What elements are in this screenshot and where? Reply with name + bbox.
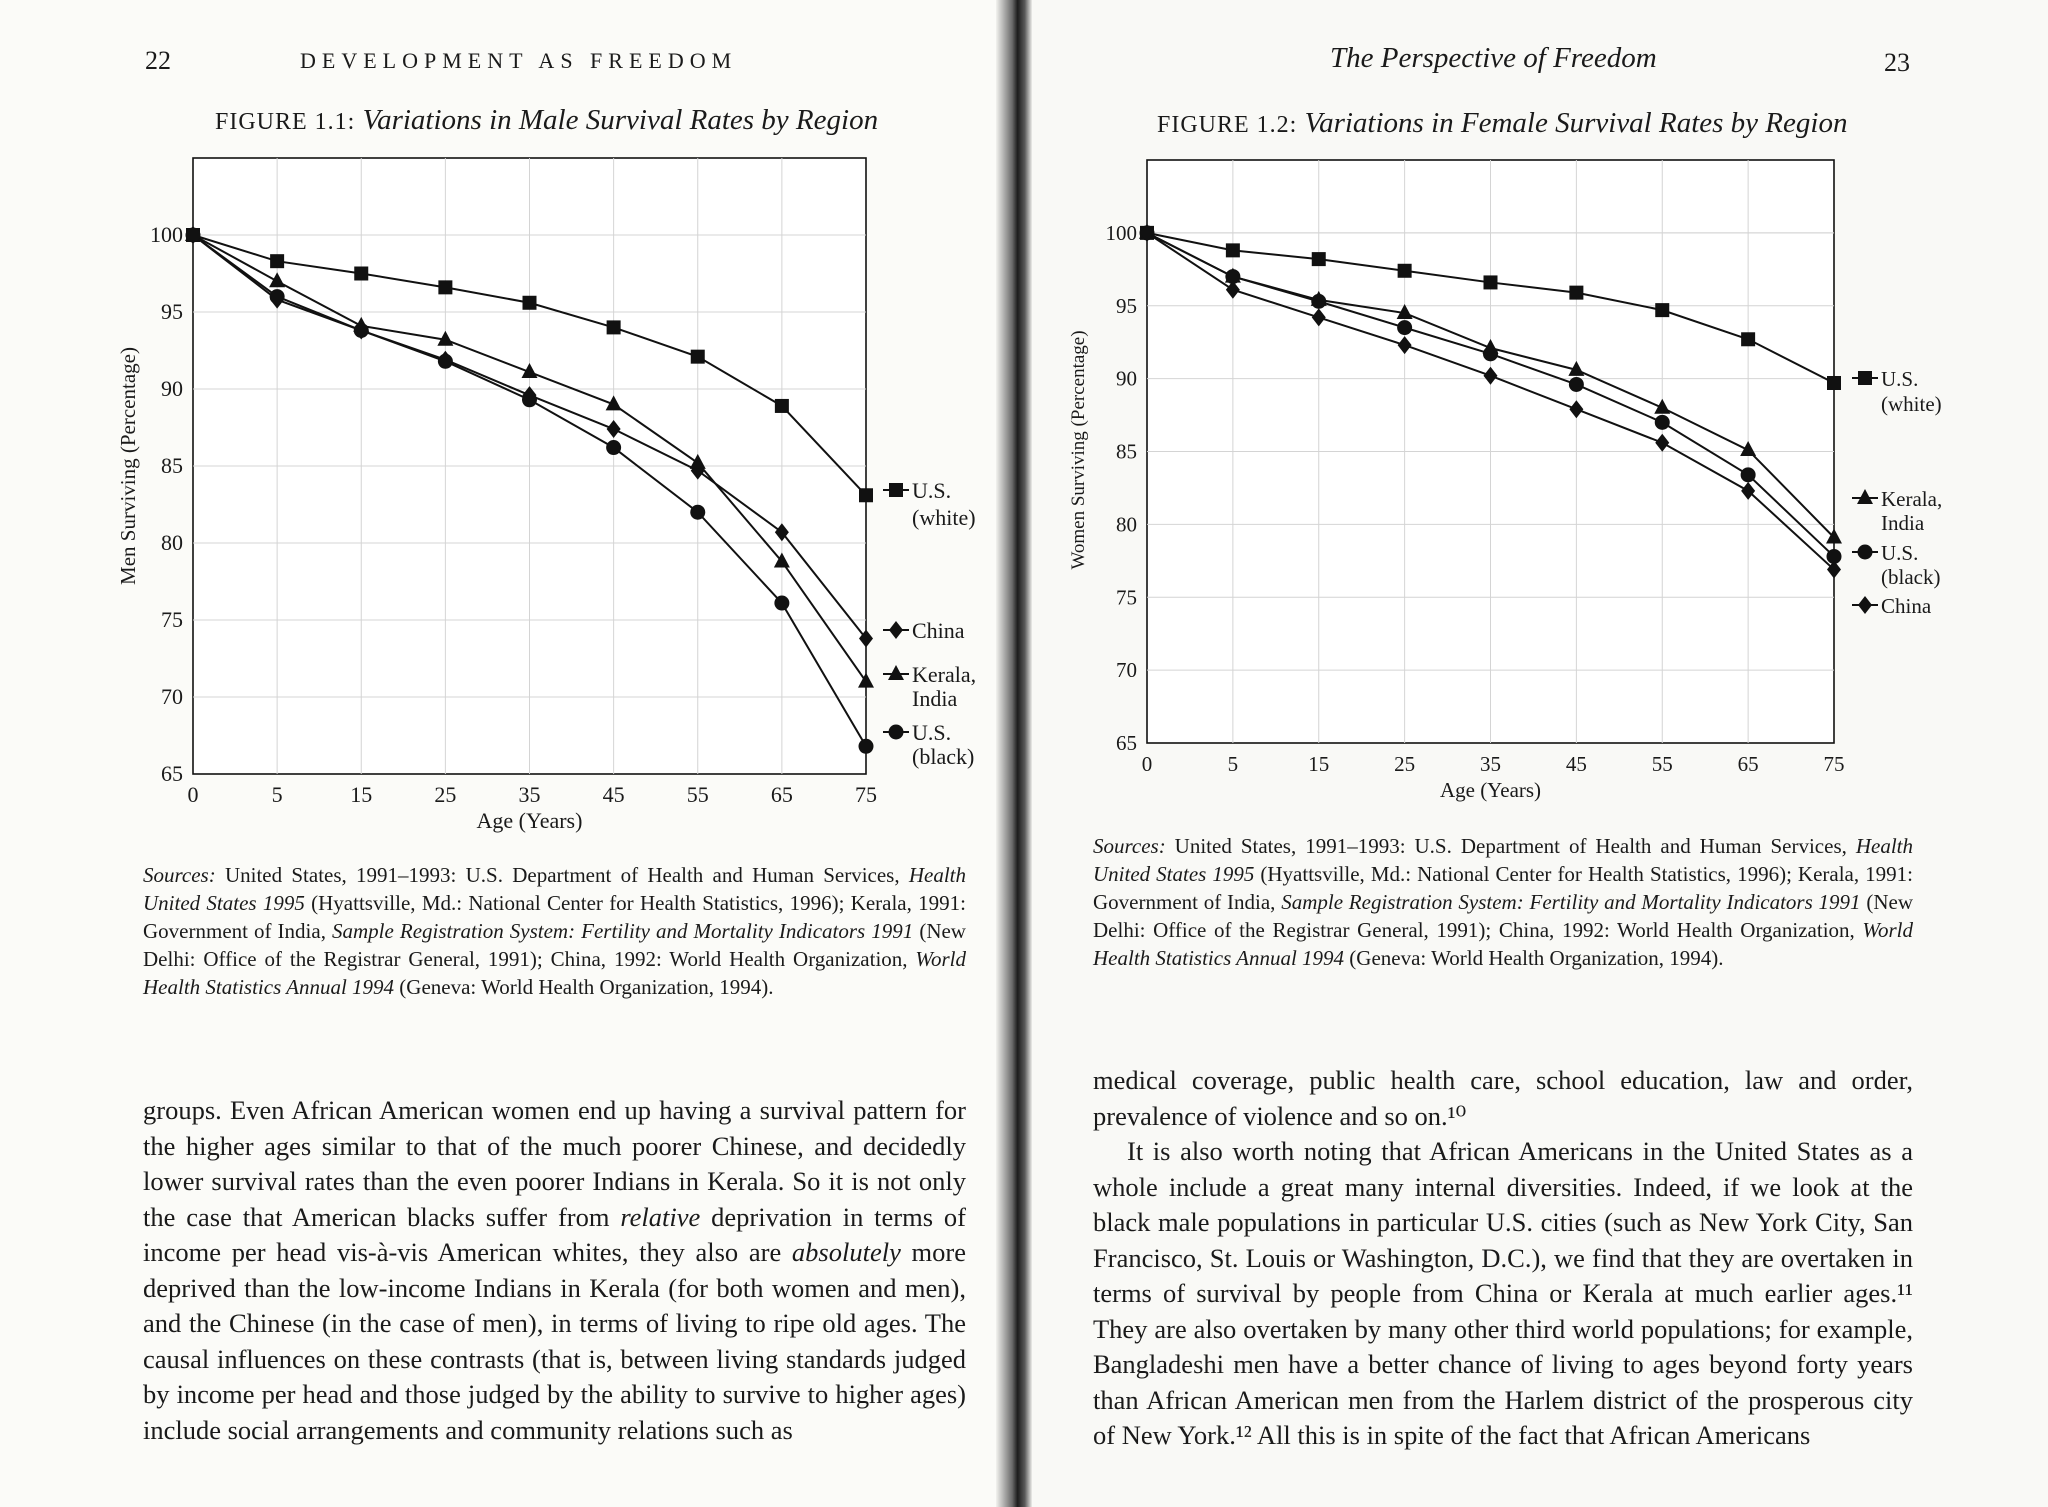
- y-tick-label: 80: [1116, 512, 1137, 537]
- y-tick-label: 70: [1116, 658, 1137, 683]
- data-point: [1226, 243, 1240, 257]
- legend-marker: [1858, 371, 1872, 385]
- legend-label: Kerala,: [912, 662, 977, 687]
- y-tick-label: 90: [161, 376, 183, 401]
- y-tick-label: 70: [161, 684, 183, 709]
- legend-label: (white): [912, 505, 976, 530]
- x-tick-label: 35: [518, 782, 541, 807]
- x-tick-label: 55: [686, 782, 709, 807]
- data-point: [607, 320, 621, 334]
- data-point: [1655, 303, 1669, 317]
- body-text-right: [1093, 1063, 1913, 1454]
- legend-label: (white): [1881, 392, 1942, 416]
- data-point: [1827, 376, 1841, 390]
- data-point: [690, 505, 705, 520]
- y-tick-label: 100: [1105, 220, 1137, 245]
- data-point: [1398, 264, 1412, 278]
- figure-label: FIGURE 1.2:: [1157, 112, 1298, 138]
- y-tick-label: 95: [1116, 293, 1137, 318]
- running-head-right: The Perspective of Freedom: [1330, 42, 1657, 74]
- legend-label: China: [1881, 594, 1932, 618]
- legend-marker: [1857, 489, 1873, 504]
- page-number-right: 23: [1884, 48, 1910, 77]
- body-text-left: [143, 1093, 966, 1448]
- x-tick-label: 0: [1141, 752, 1153, 776]
- x-tick-label: 35: [1480, 752, 1501, 776]
- legend-label: Kerala,: [1881, 487, 1943, 511]
- data-point: [1312, 252, 1326, 266]
- y-tick-label: 85: [161, 453, 183, 478]
- y-tick-label: 85: [1116, 439, 1137, 464]
- data-point: [859, 488, 873, 502]
- y-tick-label: 80: [161, 530, 183, 555]
- legend-label: U.S.: [1881, 367, 1919, 391]
- data-point: [270, 254, 284, 268]
- x-tick-label: 25: [434, 782, 457, 807]
- data-point: [270, 289, 285, 304]
- y-tick-label: 90: [1116, 366, 1137, 391]
- data-point: [523, 296, 537, 310]
- x-tick-label: 5: [271, 782, 283, 807]
- running-head-left: DEVELOPMENT AS FREEDOM: [300, 48, 738, 73]
- x-tick-label: 45: [1565, 752, 1587, 776]
- legend-label: (black): [912, 744, 975, 769]
- legend-marker: [889, 725, 904, 740]
- legend-label: U.S.: [912, 720, 952, 745]
- legend-label: (black): [1881, 565, 1941, 589]
- sources-note-right: Sources: United States, 1991–1993: U.S. Department of Health and Human Services, Health United States 1995 (Hyattsville, Md.: National Center for Health Statistics, 1996); Kerala, 1991: Government of India, Sample Registration System: Fertility and Mortality Indicators 1991 (New Delhi: Office of the Registrar General, 1991); China, 1992: World Health Organization, World Health Statistics Annual 1994 (Geneva: World Health Organization, 1994).: [1093, 834, 1913, 970]
- legend-marker: [889, 483, 903, 497]
- data-point: [859, 739, 874, 754]
- data-point: [691, 350, 705, 364]
- y-tick-label: 65: [161, 761, 183, 786]
- y-tick-label: 95: [161, 299, 183, 324]
- data-point: [774, 596, 789, 611]
- data-point: [1483, 346, 1498, 361]
- legend-label: India: [912, 686, 958, 711]
- male-survival-chart: [0, 0, 1000, 860]
- x-tick-label: 75: [1823, 752, 1845, 776]
- legend-marker: [889, 621, 903, 639]
- data-point: [186, 228, 201, 243]
- x-tick-label: 0: [187, 782, 199, 807]
- figure-title: Variations in Male Survival Rates by Region: [362, 104, 879, 136]
- x-axis-label: Age (Years): [476, 808, 583, 833]
- x-tick-label: 5: [1227, 752, 1239, 776]
- data-point: [1569, 377, 1584, 392]
- data-point: [1741, 332, 1755, 346]
- figure-title: Variations in Female Survival Rates by Region: [1304, 107, 1848, 139]
- legend-label: China: [912, 618, 965, 643]
- x-tick-label: 65: [1737, 752, 1759, 776]
- data-point: [354, 267, 368, 281]
- page-number-left: 22: [145, 46, 171, 75]
- y-axis-label: Women Surviving (Percentage): [1068, 330, 1089, 570]
- paragraph: groups. Even African American women end up having a survival pattern for the higher ages similar to that of the much poorer Chinese, and decidedly lower survival rates than the even poorer Indians in Kerala. So it is not only the case that American blacks suffer from relative deprivation in terms of income per head vis-à-vis American whites, they also are absolutely more deprived than the low-income Indians in Kerala (for both women and men), and the Chinese (in the case of men), in terms of living to ripe old ages. The causal influences on these contrasts (that is, between living standards judged by income per head and those judged by the ability to survive to higher ages) include social arrangements and community relations such as: [143, 1095, 966, 1445]
- data-point: [438, 354, 453, 369]
- data-point: [1741, 467, 1756, 482]
- data-point: [522, 392, 537, 407]
- x-axis-label: Age (Years): [1439, 778, 1542, 802]
- paragraph: It is also worth noting that African Americans in the United States as a whole include a great many internal diversities. Indeed, if we look at the black male populations in particular U.S. cities (such as New York City, San Francisco, St. Louis or Washington, D.C.), we find that they are overtaken in terms of survival by people from China or Kerala at much earlier ages.¹¹ They are also overtaken by many other third world populations; for example, Bangladeshi men have a better chance of living to ages beyond forty years than African American men from the Harlem district of the prosperous city of New York.¹² All this is in spite of the fact that African Americans: [1093, 1136, 1913, 1450]
- legend-marker: [1858, 545, 1873, 560]
- data-point: [354, 323, 369, 338]
- legend-marker: [888, 665, 904, 680]
- legend-label: U.S.: [912, 478, 952, 503]
- legend-label: U.S.: [1881, 541, 1919, 565]
- y-tick-label: 75: [1116, 585, 1137, 610]
- data-point: [606, 440, 621, 455]
- x-tick-label: 25: [1394, 752, 1416, 776]
- y-tick-label: 100: [150, 222, 183, 247]
- x-tick-label: 45: [602, 782, 625, 807]
- data-point: [1311, 294, 1326, 309]
- y-tick-label: 65: [1116, 731, 1137, 755]
- data-point: [1397, 320, 1412, 335]
- x-tick-label: 65: [770, 782, 793, 807]
- x-tick-label: 15: [1308, 752, 1330, 776]
- data-point: [1655, 415, 1670, 430]
- legend-marker: [1858, 596, 1872, 614]
- data-point: [775, 399, 789, 413]
- female-survival-chart: [1012, 0, 2042, 860]
- x-tick-label: 15: [350, 782, 373, 807]
- y-tick-label: 75: [161, 607, 183, 632]
- data-point: [438, 280, 452, 294]
- data-point: [1484, 275, 1498, 289]
- y-axis-label: Men Surviving (Percentage): [116, 347, 140, 585]
- legend-label: India: [1881, 511, 1925, 535]
- sources-note-left: Sources: United States, 1991–1993: U.S. Department of Health and Human Services, Health United States 1995 (Hyattsville, Md.: National Center for Health Statistics, 1996); Kerala, 1991: Government of India, Sample Registration System: Fertility and Mortality Indicators 1991 (New Delhi: Office of the Registrar General, 1991); China, 1992: World Health Organization, World Health Statistics Annual 1994 (Geneva: World Health Organization, 1994).: [143, 863, 966, 999]
- paragraph: medical coverage, public health care, school education, law and order, prevalence of violence and so on.¹⁰: [1093, 1065, 1913, 1131]
- x-tick-label: 55: [1651, 752, 1673, 776]
- x-tick-label: 75: [855, 782, 877, 807]
- data-point: [1569, 286, 1583, 300]
- figure-label: FIGURE 1.1:: [215, 109, 356, 135]
